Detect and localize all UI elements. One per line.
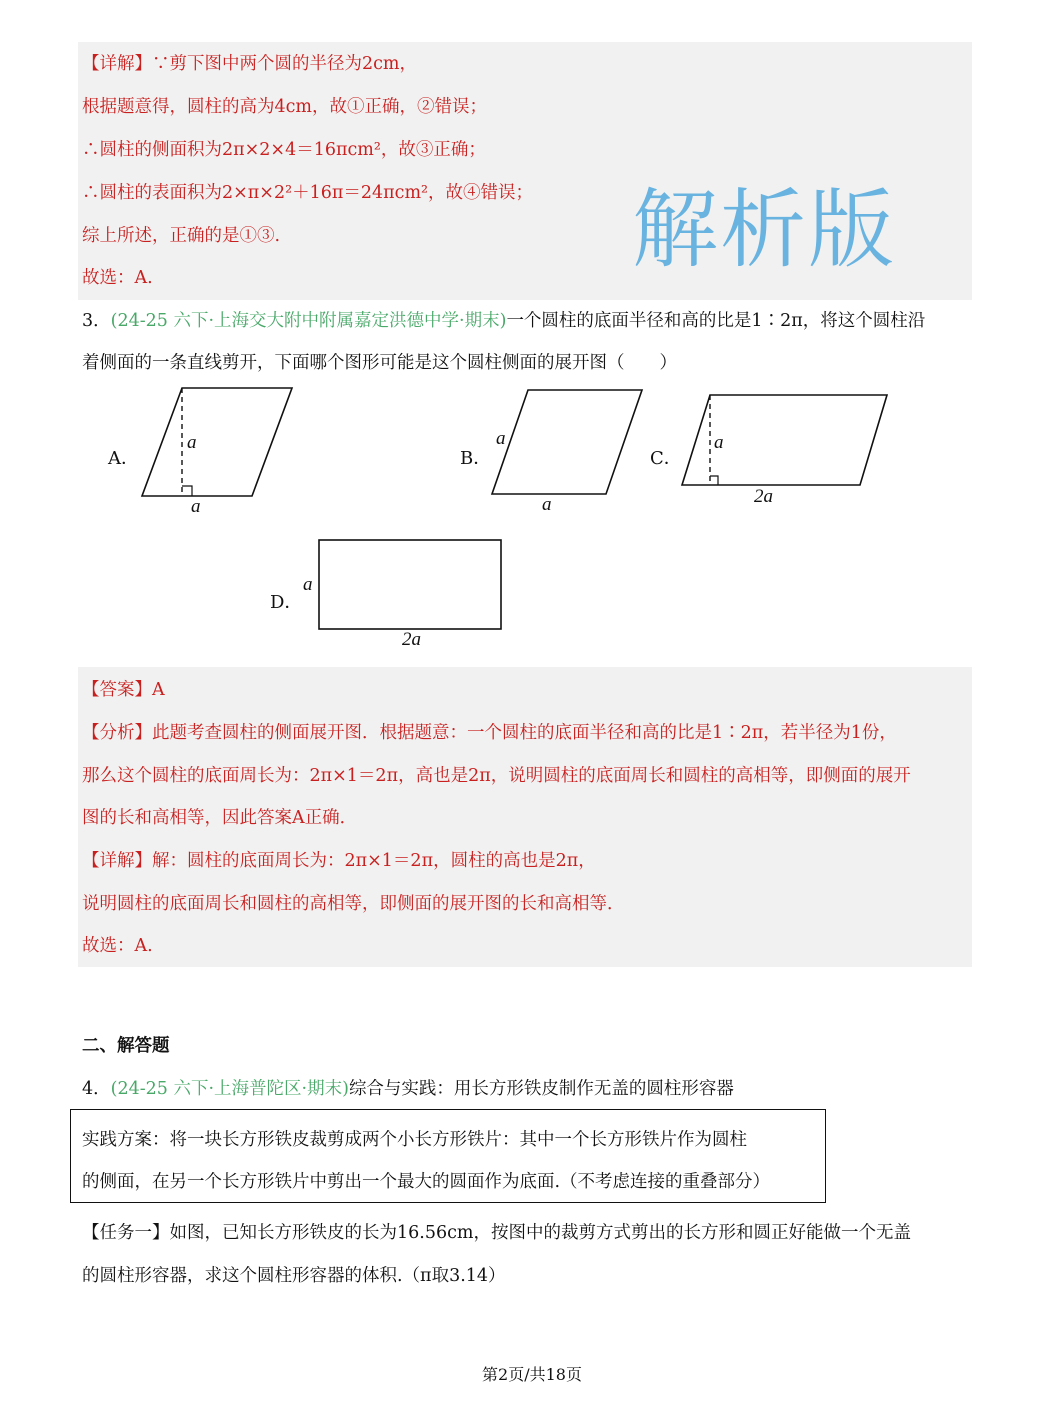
question-4-source: (24-25 六下·上海普陀区·期末) <box>110 1079 349 1099</box>
practice-box-line-1: 实践方案：将一块长方形铁皮裁剪成两个小长方形铁片：其中一个长方形铁片作为圆柱 <box>82 1130 747 1150</box>
option-a-base-label: a <box>191 496 201 517</box>
option-a-side-label: a <box>187 432 197 453</box>
option-d-letter: D． <box>270 592 303 613</box>
question-4-number: 4． <box>82 1079 111 1099</box>
page-footer: 第2页/共18页 <box>482 1365 582 1384</box>
solution-line-3: ∴圆柱的侧面积为2π×2×4＝16πcm²，故③正确； <box>82 140 486 160</box>
analysis-line-1 <box>82 721 897 745</box>
option-b-base-label: a <box>542 494 552 515</box>
option-b-letter: B． <box>460 448 492 469</box>
detail-line-1 <box>82 849 596 873</box>
detail-tag: 【详解】 <box>82 54 152 74</box>
analysis-line-2: 那么这个圆柱的底面周长为：2π×1＝2π，高也是2π，说明圆柱的底面周长和圆柱的高相等，即侧面的展开 <box>82 766 911 786</box>
question-4-title: 综合与实践：用长方形铁皮制作无盖的圆柱形容器 <box>348 1079 734 1099</box>
option-a-letter: A． <box>108 448 139 469</box>
question-3-text: 一个圆柱的底面半径和高的比是1∶2π，将这个圆柱沿 <box>506 311 926 331</box>
task-1-line-2: 的圆柱形容器，求这个圆柱形容器的体积.（π取3.14） <box>82 1266 506 1286</box>
detail-line-2: 说明圆柱的底面周长和圆柱的高相等，即侧面的展开图的长和高相等． <box>82 894 625 914</box>
option-d-side-label: a <box>303 574 313 595</box>
section-2-title: 二、解答题 <box>82 1036 170 1056</box>
solution-line-4: ∴圆柱的表面积为2×π×2²＋16π＝24πcm²，故④错误； <box>82 183 534 203</box>
solution-line-6: 故选：A. <box>82 268 153 288</box>
detail-text: ∵剪下图中两个圆的半径为2cm， <box>152 54 418 74</box>
answer-tag: 【答案】 <box>82 680 152 700</box>
solution-line-1 <box>82 52 417 76</box>
option-c-base-label: 2a <box>754 486 773 507</box>
option-b-figure <box>480 380 660 510</box>
question-3-number: 3． <box>82 311 111 331</box>
detail-tag-2: 【详解】 <box>82 851 152 871</box>
question-3-line-2: 着侧面的一条直线剪开，下面哪个图形可能是这个圆柱侧面的展开图（ ） <box>82 353 677 373</box>
option-c-side-label: a <box>714 432 724 453</box>
analysis-line-3: 图的长和高相等，因此答案A正确． <box>82 808 358 828</box>
option-d-base-label: 2a <box>402 629 421 650</box>
watermark: 解析版 <box>632 180 896 280</box>
option-c-letter: C． <box>650 448 682 469</box>
task-1-line-1: 【任务一】如图，已知长方形铁皮的长为16.56cm，按图中的裁剪方式剪出的长方形和圆正好能做一个无盖 <box>82 1223 911 1243</box>
answer-line <box>82 678 165 702</box>
solution-line-5: 综上所述，正确的是①③. <box>82 226 281 246</box>
option-a-figure <box>130 380 310 520</box>
question-3-line-1 <box>82 309 925 333</box>
detail-line-3: 故选：A. <box>82 936 153 956</box>
option-c-figure <box>672 385 902 495</box>
practice-box-line-2: 的侧面，在另一个长方形铁片中剪出一个最大的圆面作为底面.（不考虑连接的重叠部分） <box>82 1172 771 1192</box>
question-4-line <box>82 1077 734 1101</box>
analysis-tag: 【分析】 <box>82 723 152 743</box>
question-3-source: (24-25 六下·上海交大附中附属嘉定洪德中学·期末) <box>110 311 507 331</box>
solution-line-2: 根据题意得，圆柱的高为4cm，故①正确，②错误； <box>82 97 488 117</box>
analysis-text: 此题考查圆柱的侧面展开图．根据题意：一个圆柱的底面半径和高的比是1∶2π，若半径为1份， <box>152 723 897 743</box>
option-b-side-label: a <box>496 428 506 449</box>
answer-text: A <box>152 680 165 700</box>
detail-text-2: 解：圆柱的底面周长为：2π×1＝2π，圆柱的高也是2π， <box>152 851 596 871</box>
option-d-figure <box>316 537 506 633</box>
